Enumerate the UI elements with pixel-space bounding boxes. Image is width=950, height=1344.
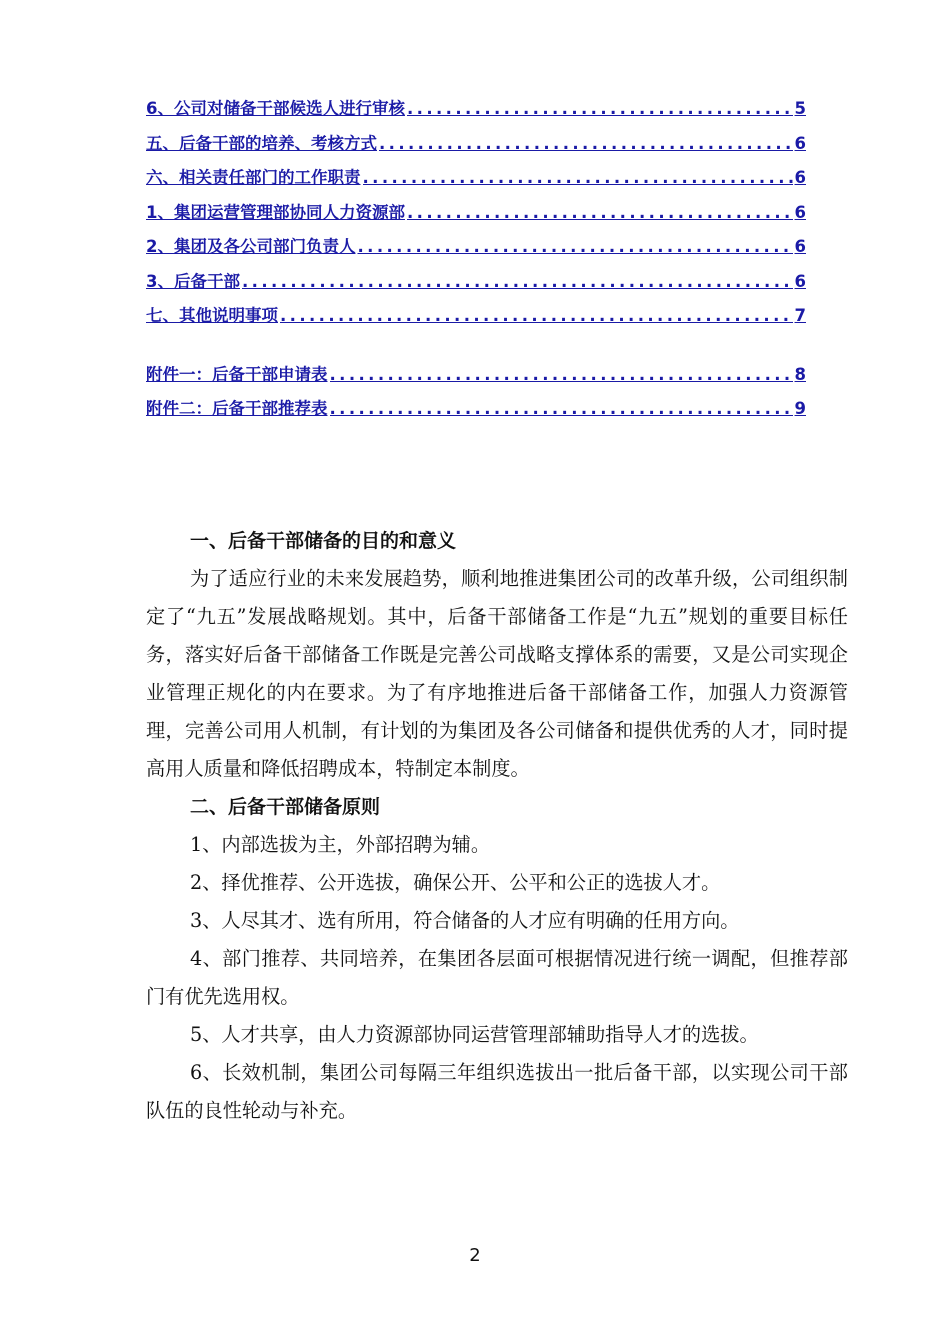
- toc-leader-dots: [280, 299, 793, 334]
- page-number: 2: [469, 1245, 481, 1266]
- toc-item-label: 3、后备干部: [146, 271, 240, 291]
- toc-item[interactable]: [146, 127, 806, 162]
- toc-item-label: 五、后备干部的培养、考核方式: [146, 133, 377, 153]
- toc-item[interactable]: [146, 161, 806, 196]
- table-of-contents: [146, 92, 806, 427]
- toc-item[interactable]: [146, 196, 806, 231]
- toc-item-page: 6: [794, 271, 806, 291]
- toc-leader-dots: [363, 161, 793, 196]
- toc-spacer: [146, 334, 806, 358]
- toc-item-label: 2、集团及各公司部门负责人: [146, 237, 356, 256]
- toc-item-page: 6: [794, 133, 806, 153]
- toc-item-page: 6: [794, 202, 806, 222]
- principle-item: 5、人才共享，由人力资源部协同运营管理部辅助指导人才的选拔。: [190, 1023, 759, 1046]
- toc-leader-dots: [330, 392, 793, 427]
- toc-item-label: 六、相关责任部门的工作职责: [146, 168, 361, 187]
- toc-item[interactable]: [146, 92, 806, 127]
- toc-item-appendix[interactable]: [146, 358, 806, 393]
- toc-leader-dots: [379, 127, 793, 162]
- toc-item-page: 6: [794, 237, 806, 256]
- toc-item-page: 5: [794, 99, 806, 118]
- toc-leader-dots: [242, 265, 793, 300]
- toc-item[interactable]: [146, 265, 806, 300]
- toc-item-label: 七、其他说明事项: [146, 306, 278, 325]
- toc-item-page: 9: [794, 399, 806, 418]
- toc-item-label: 6、公司对储备干部候选人进行审核: [146, 99, 405, 118]
- toc-leader-dots: [330, 358, 793, 393]
- principle-item: 1、内部选拔为主，外部招聘为辅。: [190, 833, 491, 856]
- toc-item-appendix[interactable]: [146, 392, 806, 427]
- section-heading-principles: 二、后备干部储备原则: [190, 796, 381, 818]
- principle-item: 4、部门推荐、共同培养，在集团各层面可根据情况进行统一调配，但推荐部门有优先选用权。: [146, 947, 848, 1008]
- principle-item: 6、长效机制，集团公司每隔三年组织选拔出一批后备干部，以实现公司干部队伍的良性轮动与补充。: [146, 1061, 848, 1122]
- toc-item[interactable]: [146, 230, 806, 265]
- toc-item[interactable]: [146, 299, 806, 334]
- principle-item: 3、人尽其才、选有所用，符合储备的人才应有明确的任用方向。: [190, 909, 740, 932]
- section-heading-purpose: 一、后备干部储备的目的和意义: [190, 530, 457, 552]
- toc-item-page: 8: [794, 364, 806, 384]
- toc-item-page: 6: [794, 168, 806, 187]
- document-body: [146, 522, 848, 1130]
- principle-item: 2、择优推荐、公开选拔，确保公开、公平和公正的选拔人才。: [190, 871, 721, 894]
- toc-item-label: 1、集团运营管理部协同人力资源部: [146, 202, 405, 222]
- toc-leader-dots: [357, 230, 792, 265]
- section-paragraph-purpose: 为了适应行业的未来发展趋势，顺利地推进集团公司的改革升级，公司组织制定了“九五”发展战略规划。其中，后备干部储备工作是“九五”规划的重要目标任务，落实好后备干部储备工作既是完善公司战略支撑体系的需要，又是公司实现企业管理正规化的内在要求。为了有序地推进后备干部储备工作，加强人力资源管理，完善公司用人机制，有计划的为集团及各公司储备和提供优秀的人才，同时提高用人质量和降低招聘成本，特制定本制度。: [146, 567, 848, 780]
- toc-leader-dots: [407, 92, 793, 127]
- toc-item-page: 7: [794, 306, 806, 325]
- toc-leader-dots: [407, 196, 793, 231]
- toc-item-label: 附件一：后备干部申请表: [146, 364, 328, 384]
- toc-item-label: 附件二：后备干部推荐表: [146, 399, 328, 418]
